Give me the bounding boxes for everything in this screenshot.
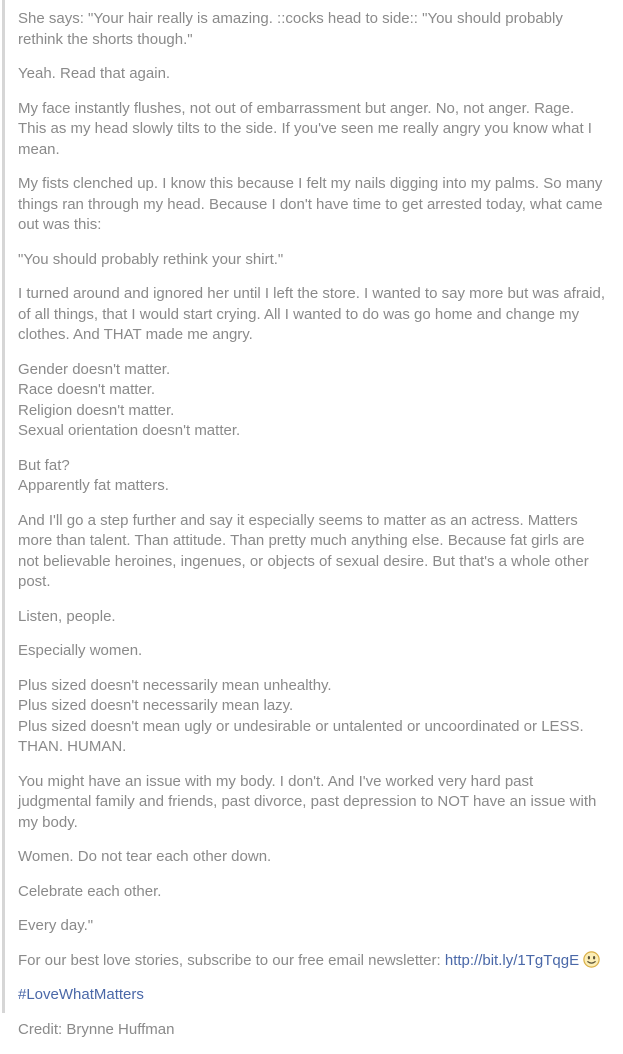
post-body xyxy=(18,9,606,1054)
post-line: Plus sized doesn't mean ugly or undesirable or untalented or uncoordinated or LESS. THAN. HUMAN. xyxy=(18,717,584,755)
hashtag-paragraph xyxy=(18,985,606,1006)
post-line: Race doesn't matter. xyxy=(18,381,156,398)
post-paragraph: Listen, people. xyxy=(18,607,116,625)
post-paragraph: Yeah. Read that again. xyxy=(18,65,171,82)
smiley-emoji-icon xyxy=(583,951,600,968)
post-paragraph: My fists clenched up. I know this because I felt my nails digging into my palms. So many things ran through my head. Because I don't have time to get arrested today, what came out was this: xyxy=(18,175,603,233)
post-line: But fat? xyxy=(18,456,70,474)
post-paragraph: I turned around and ignored her until I left the store. I wanted to say more but was afraid, of all things, that I would start crying. All I wanted to do was go home and change my clothes. And THAT made me angry. xyxy=(18,285,606,343)
post-line: Gender doesn't matter. xyxy=(18,360,171,378)
post-line: Plus sized doesn't necessarily mean unhealthy. xyxy=(18,676,332,694)
post-line: Plus sized doesn't necessarily mean lazy. xyxy=(18,697,294,714)
post-paragraph: Every day." xyxy=(18,917,94,934)
left-border-rule xyxy=(2,0,5,1013)
post-paragraph xyxy=(18,360,606,442)
post-paragraph xyxy=(18,456,606,497)
post-paragraph: Women. Do not tear each other down. xyxy=(18,848,272,865)
post-line: Religion doesn't matter. xyxy=(18,401,175,419)
credit-paragraph: Credit: Brynne Huffman xyxy=(18,1020,175,1038)
post-paragraph: "You should probably rethink your shirt." xyxy=(18,250,284,268)
post-paragraph: Especially women. xyxy=(18,642,143,659)
post-paragraph xyxy=(18,676,606,758)
post-paragraph: And I'll go a step further and say it especially seems to matter as an actress. Matters more than talent. Than attitude. Than pretty much anything else. Because fat girls are not believable heroines, ingenues, or objects of sexual desire. But that's a whole other post. xyxy=(18,511,589,590)
post-paragraph: She says: "Your hair really is amazing. ::cocks head to side:: "You should probably rethink the shorts though." xyxy=(18,10,563,48)
newsletter-text: For our best love stories, subscribe to our free email newsletter: xyxy=(18,951,445,969)
newsletter-link[interactable]: http://bit.ly/1TgTqgE xyxy=(444,951,580,969)
post-paragraph: You might have an issue with my body. I don't. And I've worked very hard past judgmental family and friends, past divorce, past depression to NOT have an issue with my body. xyxy=(18,772,597,831)
post-paragraph: My face instantly flushes, not out of embarrassment but anger. No, not anger. Rage. This as my head slowly tilts to the side. If you've seen me really angry you know what I mean. xyxy=(18,99,592,158)
hashtag-link[interactable]: #LoveWhatMatters xyxy=(18,986,144,1003)
post-paragraph: Celebrate each other. xyxy=(18,882,162,900)
post-line: Sexual orientation doesn't matter. xyxy=(18,422,241,439)
newsletter-paragraph xyxy=(18,951,606,972)
post-line: Apparently fat matters. xyxy=(18,477,169,494)
